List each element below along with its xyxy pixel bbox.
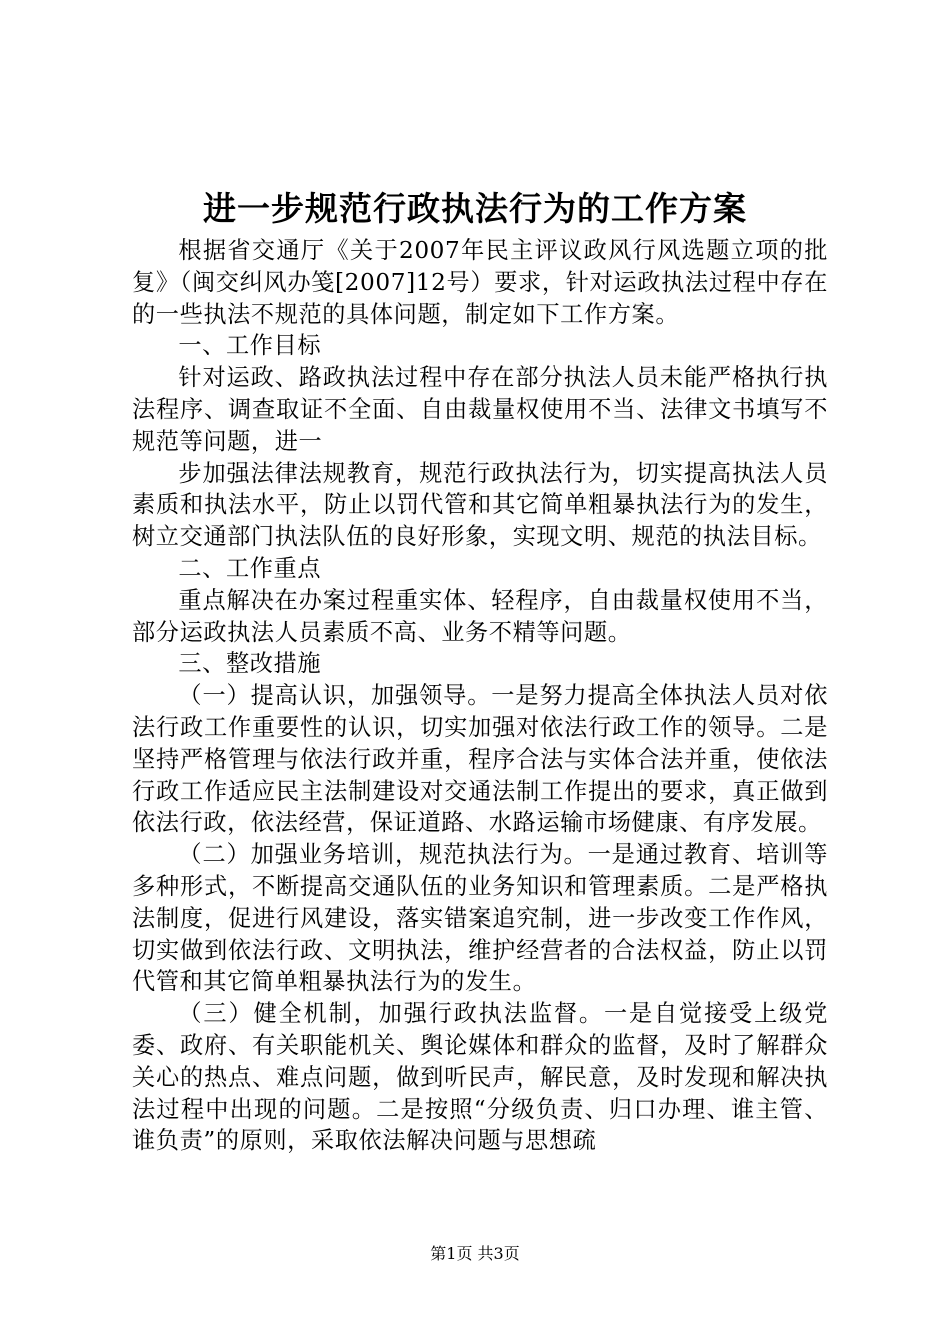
focus-paragraph: 重点解决在办案过程重实体、轻程序，自由裁量权使用不当，部分运政执法人员素质不高、业务不精等问题。 [132,586,828,646]
page-indicator: 第1页 共3页 [430,1244,520,1263]
section-heading-focus: 二、工作重点 [178,554,322,582]
measure-paragraph-3: （三）健全机制，加强行政执法监督。一是自觉接受上级党委、政府、有关职能机关、舆论媒体和群众的监督，及时了解群众关心的热点、难点问题，做到听民声，解民意，及时发现和解决执法过程中出现的问题。二是按照“分级负责、归口办理、谁主管、谁负责”的原则，采取依法解决问题与思想疏 [132,1000,828,1155]
document-body [132,235,828,1157]
intro-paragraph: 根据省交通厅《关于2007年民主评议政风行风选题立项的批复》（闽交纠风办笺[2007]12号）要求，针对运政执法过程中存在的一些执法不规范的具体问题，制定如下工作方案。 [132,237,828,328]
document-title: 进一步规范行政执法行为的工作方案 [203,189,747,228]
measure-paragraph-2: （二）加强业务培训，规范执法行为。一是通过教育、培训等多种形式，不断提高交通队伍的业务知识和管理素质。二是严格执法制度，促进行风建设，落实错案追究制，进一步改变工作作风，切实做到依法行政、文明执法，维护经营者的合法权益，防止以罚代管和其它简单粗暴执法行为的发生。 [132,841,828,996]
section-heading-goals: 一、工作目标 [178,332,322,360]
section-heading-measures: 三、整改措施 [178,650,322,678]
measure-paragraph-1: （一）提高认识，加强领导。一是努力提高全体执法人员对依法行政工作重要性的认识，切实加强对依法行政工作的领导。二是坚持严格管理与依法行政并重，程序合法与实体合法并重，使依法行政工作适应民主法制建设对交通法制工作提出的要求，真正做到依法行政，依法经营，保证道路、水路运输市场健康、有序发展。 [132,682,828,837]
goals-paragraph-continued: 步加强法律法规教育，规范行政执法行为，切实提高执法人员素质和执法水平，防止以罚代管和其它简单粗暴执法行为的发生，树立交通部门执法队伍的良好形象，实现文明、规范的执法目标。 [132,459,828,551]
goals-paragraph: 针对运政、路政执法过程中存在部分执法人员未能严格执行执法程序、调查取证不全面、自由裁量权使用不当、法律文书填写不规范等问题，进一 [132,364,828,455]
